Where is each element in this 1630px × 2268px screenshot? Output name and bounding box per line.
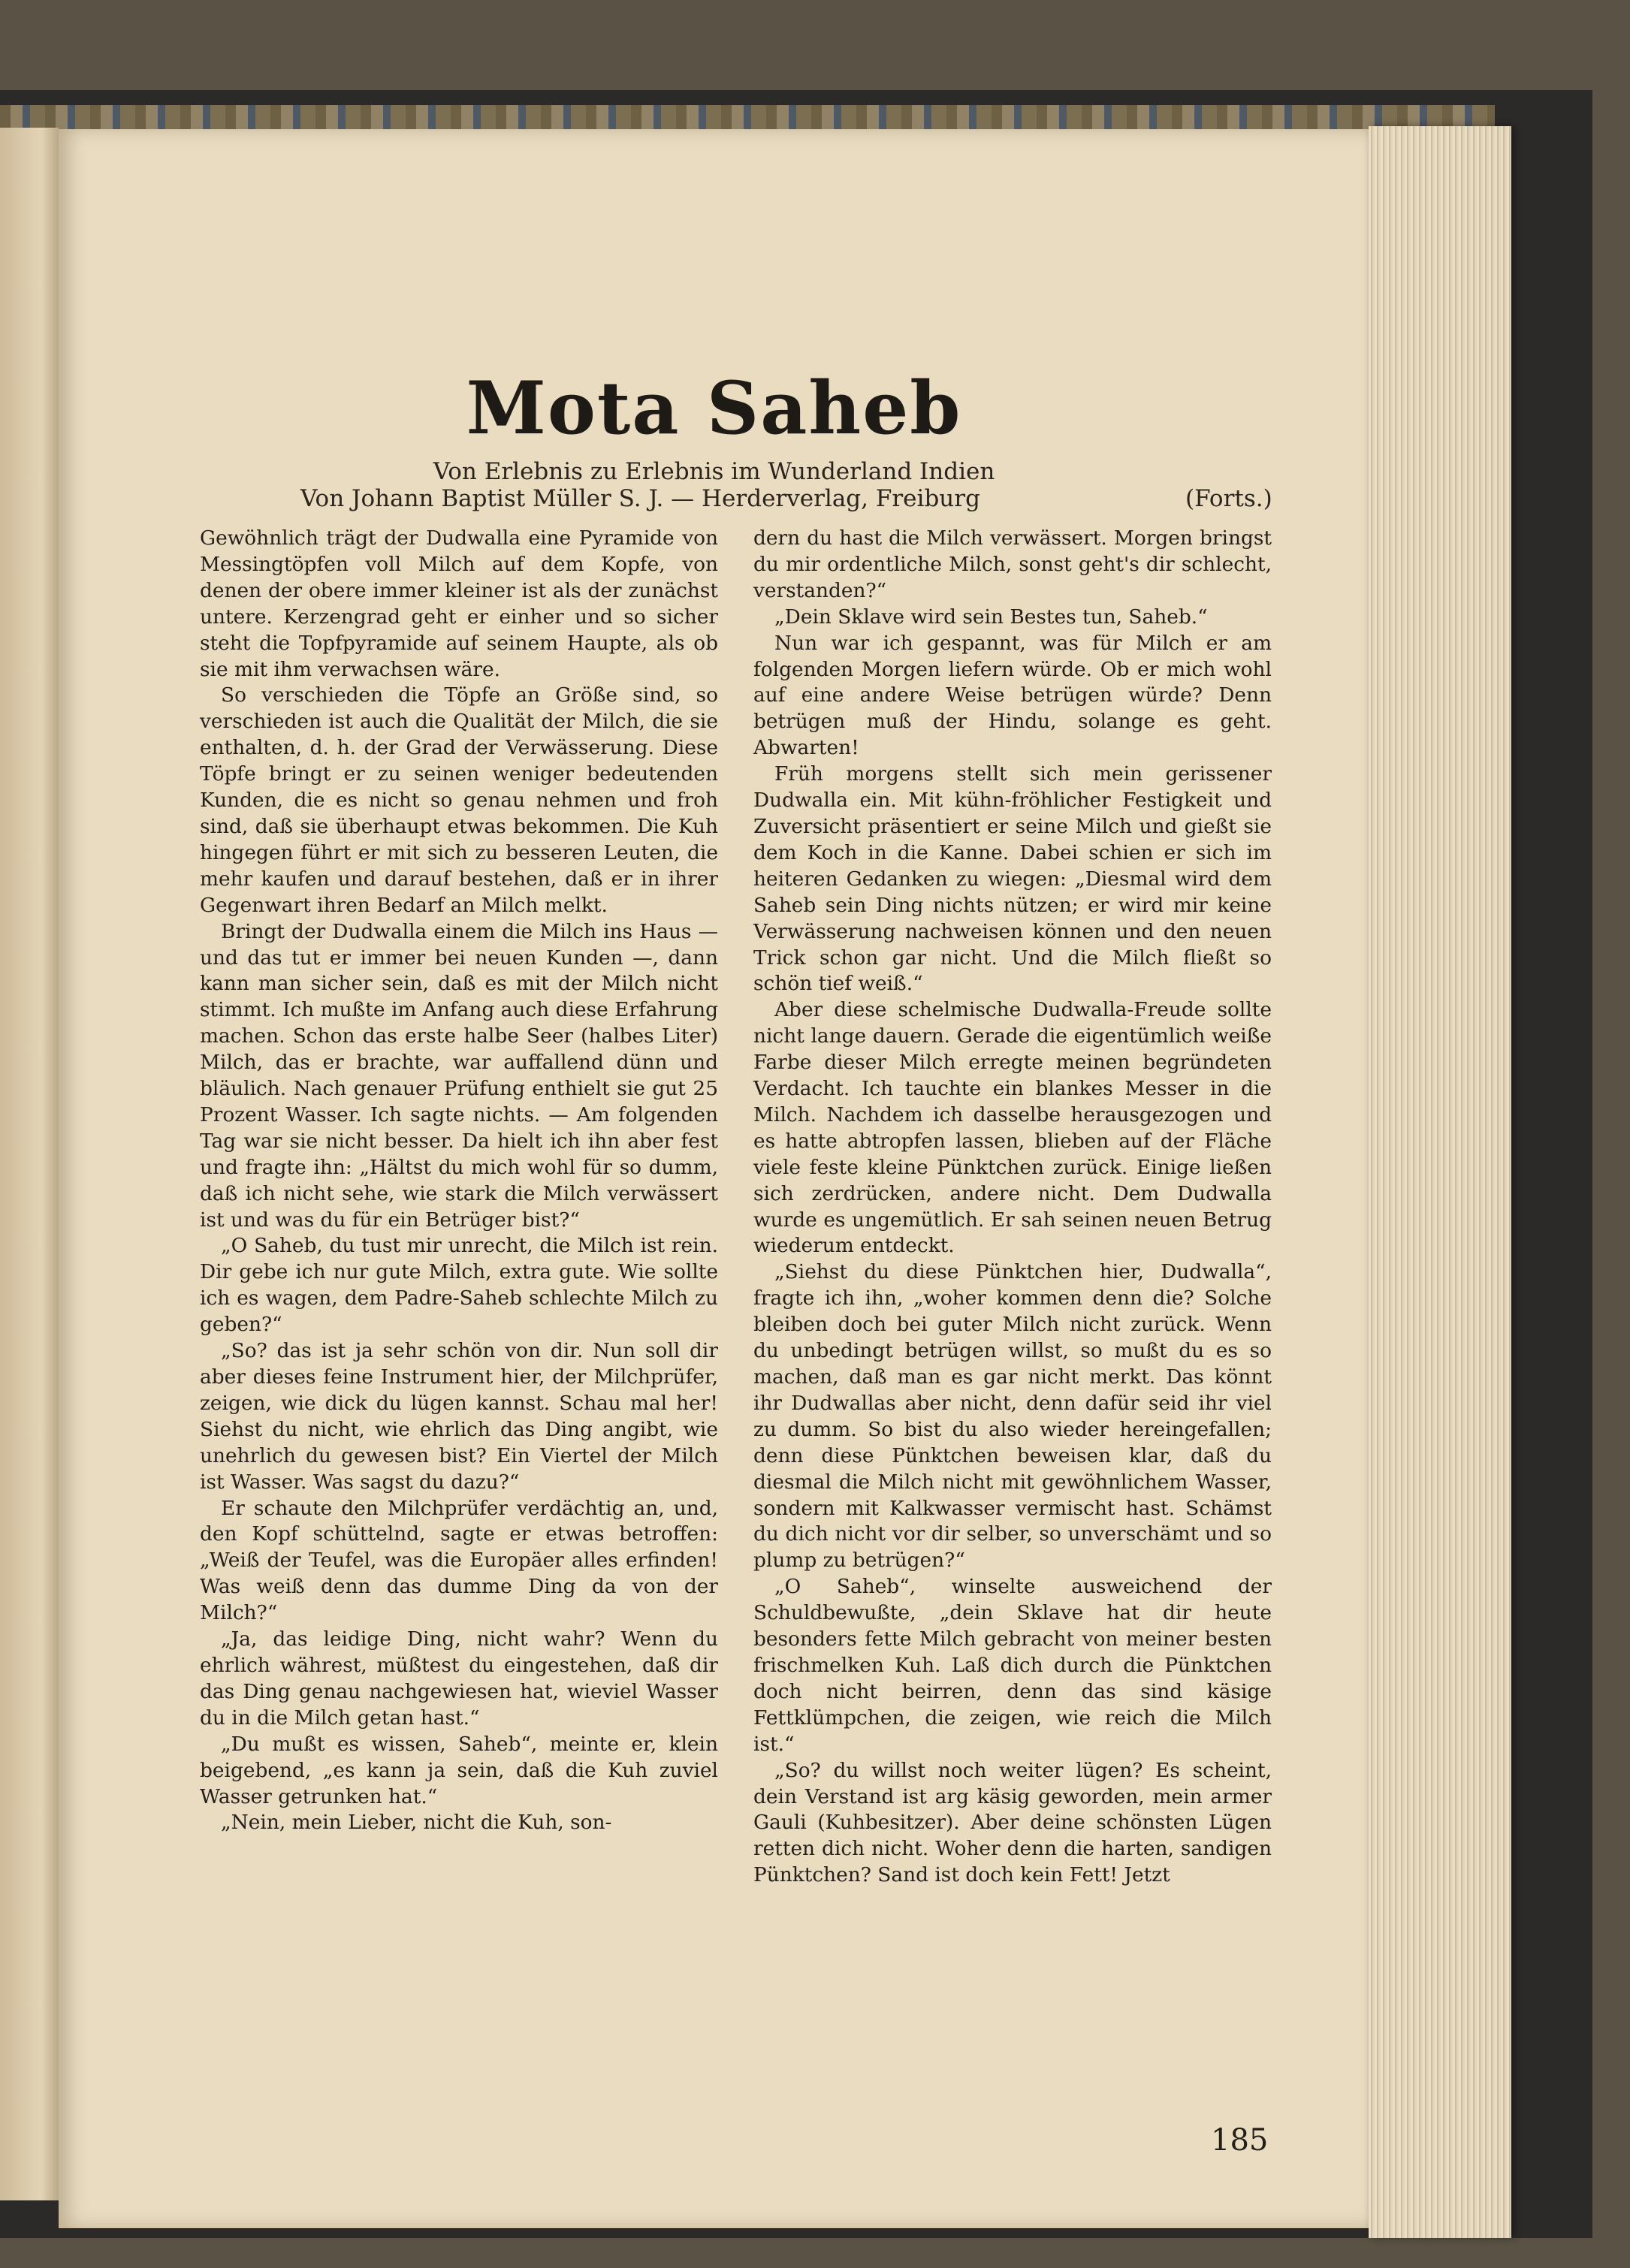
paragraph: dern du hast die Milch verwässert. Morgen bringst du mir ordentliche Milch, sonst geht's dir schlecht, verstanden?“ [753, 526, 1272, 602]
continued-note: (Forts.) [1185, 485, 1272, 512]
paragraph: „O Saheb, du tust mir unrecht, die Milch ist rein. Dir gebe ich nur gute Milch, extra gute. Wie sollte ich es wagen, dem Padre-Saheb schlechte Milch zu geben?“ [200, 1234, 718, 1337]
paragraph: „Siehst du diese Pünktchen hier, Dudwalla“, fragte ich ihn, „woher kommen denn die? Solche bleiben doch bei guter Milch nicht zurück. Wenn du unbedingt betrügen willst, so mußt du es so machen, daß man es gar nicht merkt. Das könnt ihr Dudwallas aber nicht, denn dafür seid ihr viel zu dumm. So bist du also wieder hereingefallen; denn diese Pünktchen beweisen klar, daß du diesmal die Milch nicht mit gewöhnlichem Wasser, sondern mit Kalkwasser vermischt hast. Schämst du dich nicht vor dir selber, so unverschämt und so plump zu betrügen?“ [753, 1260, 1272, 1573]
paragraph: Bringt der Dudwalla einem die Milch ins Haus — und das tut er immer bei neuen Kunden —, dann kann man sicher sein, daß es mit der Milch nicht stimmt. Ich mußte im Anfang auch diese Erfahrung machen. Schon das erste halbe Seer (halbes Liter) Milch, das er brachte, war auffallend dünn und bläulich. Nach genauer Prüfung enthielt sie gut 25 Prozent Wasser. Ich sagte nichts. — Am folgenden Tag war sie nicht besser. Da hielt ich ihn aber fest und fragte ihn: „Hältst du mich wohl für so dumm, daß ich nicht sehe, wie stark die Milch verwässert ist und was du für ein Betrüger bist?“ [200, 919, 718, 1232]
paragraph: Gewöhnlich trägt der Dudwalla eine Pyramide von Messingtöpfen voll Milch auf dem Kopfe, von denen der obere immer kleiner ist als der zunächst untere. Kerzengrad geht er einher und so sicher steht die Topfpyramide auf seinem Haupte, als ob sie mit ihm verwachsen wäre. [200, 526, 718, 681]
paragraph: „O Saheb“, winselte ausweichend der Schuldbewußte, „dein Sklave hat dir heute besonders fette Milch gebracht von meiner besten frischmelken Kuh. Laß dich durch die Pünktchen doch nicht beirren, denn das sind käsige Fettklümpchen, die zeigen, wie reich die Milch ist.“ [753, 1575, 1272, 1756]
article-title: Mota Saheb [466, 366, 962, 451]
previous-page-edge [0, 128, 59, 2200]
text-column-left [200, 526, 718, 1836]
paragraph: Er schaute den Milchprüfer verdächtig an, und, den Kopf schüttelnd, sagte er etwas betroffen: „Weiß der Teufel, was die Europäer alles erfinden! Was weiß denn das dumme Ding da von der Milch?“ [200, 1496, 718, 1625]
page-number: 185 [1211, 2123, 1269, 2158]
article-subtitle: Von Erlebnis zu Erlebnis im Wunderland Indien [433, 458, 995, 485]
paragraph: Aber diese schelmische Dudwalla-Freude sollte nicht lange dauern. Gerade die eigentümlich weiße Farbe dieser Milch erregte meinen begründeten Verdacht. Ich tauchte ein blankes Messer in die Milch. Nachdem ich dasselbe herausgezogen und es hatte abtropfen lassen, blieben auf der Fläche viele feste kleine Pünktchen zurück. Einige ließen sich zerdrücken, andere nicht. Dem Dudwalla wurde es ungemütlich. Er sah seinen neuen Betrug wiederum entdeckt. [753, 998, 1272, 1258]
text-column-right [753, 526, 1272, 1889]
paragraph: Früh morgens stellt sich mein gerissener Dudwalla ein. Mit kühn-fröhlicher Festigkeit und Zuversicht präsentiert er seine Milch und gießt sie dem Koch in die Kanne. Dabei schien er sich im heiteren Gedanken zu wiegen: „Diesmal wird dem Saheb sein Ding nichts nützen; er wird mir keine Verwässerung nachweisen können und den neuen Trick schon gar nicht. Und die Milch fließt so schön tief weiß.“ [753, 762, 1272, 996]
paragraph: Nun war ich gespannt, was für Milch er am folgenden Morgen liefern würde. Ob er mich wohl auf eine andere Weise betrügen würde? Denn betrügen muß der Hindu, solange es geht. Abwarten! [753, 631, 1272, 760]
paragraph: So verschieden die Töpfe an Größe sind, so verschieden ist auch die Qualität der Milch, die sie enthalten, d. h. der Grad der Verwässerung. Diese Töpfe bringt er zu seinen weniger bedeutenden Kunden, die es nicht so genau nehmen und froh sind, daß sie überhaupt etwas bekommen. Die Kuh hingegen führt er mit sich zu besseren Leuten, die mehr kaufen und darauf bestehen, daß er in ihrer Gegenwart ihren Bedarf an Milch melkt. [200, 683, 718, 917]
paragraph: „Nein, mein Lieber, nicht die Kuh, son- [221, 1811, 612, 1835]
paragraph: „So? das ist ja sehr schön von dir. Nun soll dir aber dieses feine Instrument hier, der Milchprüfer, zeigen, wie dick du lügen kannst. Schau mal her! Siehst du nicht, wie ehrlich das Ding angibt, wie unehrlich du gewesen bist? Ein Viertel der Milch ist Wasser. Was sagst du dazu?“ [200, 1339, 718, 1494]
page-stack-edge [1369, 126, 1511, 2238]
paragraph: „So? du willst noch weiter lügen? Es scheint, dein Verstand ist arg käsig geworden, mein armer Gauli (Kuhbesitzer). Aber deine schönsten Lügen retten dich nicht. Woher denn die harten, sandigen Pünktchen? Sand ist doch kein Fett! Jetzt [753, 1758, 1272, 1887]
paragraph: „Dein Sklave wird sein Bestes tun, Saheb.“ [774, 605, 1208, 629]
paragraph: „Ja, das leidige Ding, nicht wahr? Wenn du ehrlich währest, müßtest du eingestehen, daß dir das Ding genau nachgewiesen hat, wieviel Wasser du in die Milch getan hast.“ [200, 1627, 718, 1730]
paragraph: „Du mußt es wissen, Saheb“, meinte er, klein beigebend, „es kann ja sein, daß die Kuh zuviel Wasser getrunken hat.“ [200, 1732, 718, 1808]
article-byline: Von Johann Baptist Müller S. J. — Herderverlag, Freiburg [300, 485, 980, 512]
book-page [59, 129, 1369, 2228]
